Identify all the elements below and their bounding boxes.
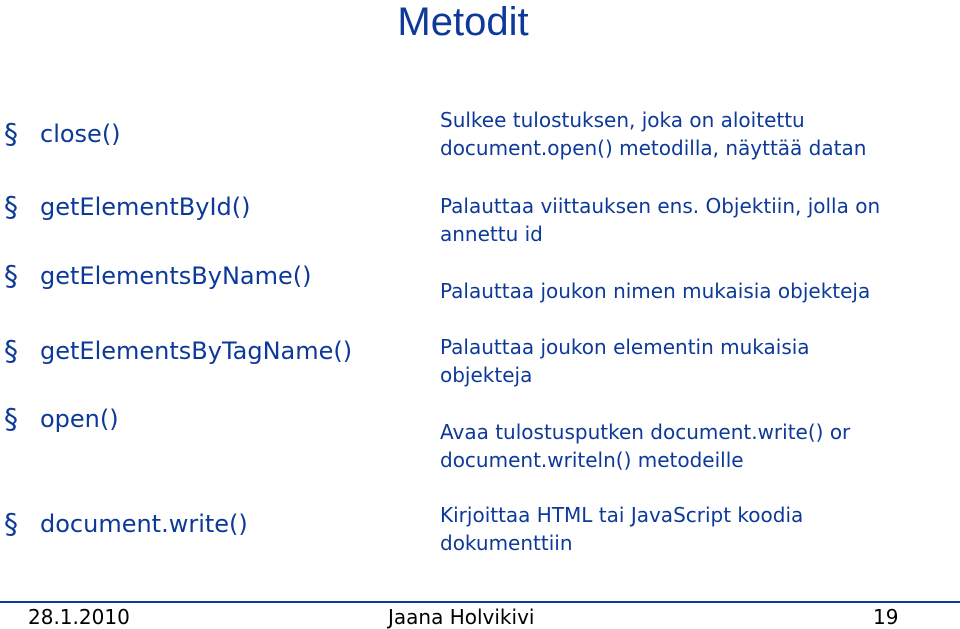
method-close: close()	[40, 120, 121, 148]
method-open: open()	[40, 405, 119, 433]
desc-getelementsbyname	[440, 277, 955, 305]
footer-author: Jaana Holvikivi	[388, 605, 535, 629]
slide-title: Metodit	[397, 0, 529, 44]
square-bullet-icon: §	[4, 190, 18, 223]
footer-date: 28.1.2010	[28, 605, 130, 629]
square-bullet-icon: §	[4, 117, 18, 150]
square-bullet-icon: §	[4, 334, 18, 367]
method-getelementbyid: getElementById()	[40, 193, 251, 221]
desc-line: Palauttaa joukon elementin mukaisia	[440, 335, 810, 359]
desc-line: dokumenttiin	[440, 531, 573, 555]
square-bullet-icon: §	[4, 507, 18, 540]
desc-line: annettu id	[440, 222, 543, 246]
desc-line: Avaa tulostusputken document.write() or	[440, 420, 851, 444]
footer-page-number: 19	[873, 605, 899, 629]
footer-divider	[0, 601, 960, 603]
desc-document-write	[440, 501, 955, 557]
desc-line: document.open() metodilla, näyttää datan	[440, 136, 867, 160]
desc-line: document.writeln() metodeille	[440, 448, 744, 472]
desc-close	[440, 106, 955, 162]
square-bullet-icon: §	[4, 259, 18, 292]
method-getelementsbytagname: getElementsByTagName()	[40, 337, 353, 365]
desc-line: Palauttaa joukon nimen mukaisia objekteja	[440, 279, 871, 303]
desc-line: Sulkee tulostuksen, joka on aloitettu	[440, 108, 805, 132]
desc-line: objekteja	[440, 363, 533, 387]
square-bullet-icon: §	[4, 402, 18, 435]
desc-open	[440, 418, 955, 474]
method-document-write: document.write()	[40, 510, 248, 538]
desc-line: Kirjoittaa HTML tai JavaScript koodia	[440, 503, 804, 527]
method-getelementsbyname: getElementsByName()	[40, 262, 312, 290]
desc-line: Palauttaa viittauksen ens. Objektiin, jolla on	[440, 194, 881, 218]
desc-getelementsbytagname	[440, 333, 955, 389]
desc-getelementbyid	[440, 192, 955, 248]
